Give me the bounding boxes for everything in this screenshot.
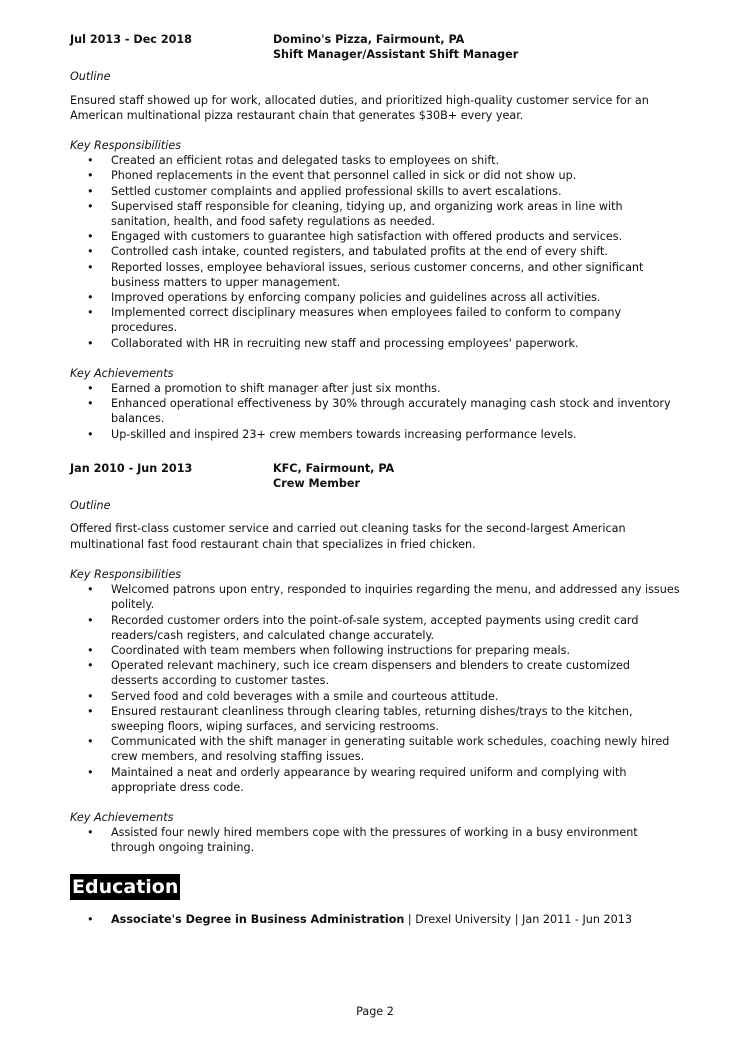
list-item: • Supervised staff responsible for cleaning, tidying up, and organizing work areas in line with sanitation, health, and food safety regulations as needed.: [70, 199, 680, 229]
achievements-list: [70, 381, 680, 442]
responsibilities-list: [70, 153, 680, 351]
responsibilities-label: Key Responsibilities: [70, 567, 182, 581]
page-number: Page 2: [356, 1005, 394, 1018]
achievements-label: Key Achievements: [70, 366, 174, 380]
list-item: • Operated relevant machinery, such ice cream dispensers and blenders to create customized desserts according to customer tastes.: [70, 658, 680, 688]
education-section: [70, 870, 680, 927]
education-heading: Education: [72, 875, 179, 898]
list-item: • Controlled cash intake, counted registers, and tabulated profits at the end of every shift.: [70, 244, 680, 259]
job-header: [70, 461, 680, 491]
achievements-label: Key Achievements: [70, 810, 174, 824]
job-title: Crew Member: [273, 477, 361, 491]
outline-label: Outline: [70, 499, 111, 513]
list-item: • Settled customer complaints and applied professional skills to avert escalations.: [70, 184, 680, 199]
list-item: • Communicated with the shift manager in generating suitable work schedules, coaching newly hired crew members, and resolving staffing issues.: [70, 734, 680, 764]
responsibilities-label: Key Responsibilities: [70, 139, 182, 153]
resume-page: [70, 32, 680, 927]
responsibilities-list: [70, 582, 680, 795]
list-item: • Earned a promotion to shift manager after just six months.: [70, 381, 680, 396]
job-header: [70, 32, 680, 62]
list-item: • Assisted four newly hired members cope with the pressures of working in a busy environment through ongoing training.: [70, 825, 680, 855]
list-item: • Maintained a neat and orderly appearance by wearing required uniform and complying with appropriate dress code.: [70, 765, 680, 795]
list-item: [70, 912, 680, 927]
job-dates: Jan 2010 - Jun 2013: [70, 461, 193, 475]
list-item: • Ensured restaurant cleanliness through clearing tables, returning dishes/trays to the kitchen, sweeping floors, wiping surfaces, and servicing restrooms.: [70, 704, 680, 734]
degree-details: | Drexel University | Jan 2011 - Jun 2013: [404, 912, 632, 926]
list-item: • Collaborated with HR in recruiting new staff and processing employees' paperwork.: [70, 336, 680, 351]
job-entry-kfc: [70, 461, 680, 856]
job-outline: Ensured staff showed up for work, allocated duties, and prioritized high-quality customer service for an American multinational pizza restaurant chain that generates $30B+ every year.: [70, 93, 649, 122]
degree-name: Associate's Degree in Business Administration: [111, 912, 405, 926]
job-title: Shift Manager/Assistant Shift Manager: [273, 48, 519, 62]
outline-label: Outline: [70, 70, 111, 84]
job-entry-dominos: [70, 32, 680, 442]
list-item: • Served food and cold beverages with a smile and courteous attitude.: [70, 689, 680, 704]
list-item: • Implemented correct disciplinary measures when employees failed to conform to company procedures.: [70, 305, 680, 335]
job-company: KFC, Fairmount, PA: [273, 461, 395, 475]
list-item: • Reported losses, employee behavioral issues, serious customer concerns, and other significant business matters to upper management.: [70, 260, 680, 290]
list-item: • Phoned replacements in the event that personnel called in sick or did not show up.: [70, 168, 680, 183]
list-item: • Enhanced operational effectiveness by 30% through accurately managing cash stock and inventory balances.: [70, 396, 680, 426]
list-item: • Created an efficient rotas and delegated tasks to employees on shift.: [70, 153, 680, 168]
list-item: • Engaged with customers to guarantee high satisfaction with offered products and services.: [70, 229, 680, 244]
achievements-list: [70, 825, 680, 855]
job-company: Domino's Pizza, Fairmount, PA: [273, 33, 465, 46]
list-item: • Coordinated with team members when following instructions for preparing meals.: [70, 643, 680, 658]
list-item: • Recorded customer orders into the point-of-sale system, accepted payments using credit card readers/cash registers, and calculated change accurately.: [70, 613, 680, 643]
education-list: [70, 912, 680, 927]
list-item: • Welcomed patrons upon entry, responded to inquiries regarding the menu, and addressed any issues politely.: [70, 582, 680, 612]
spacer: [70, 442, 680, 461]
job-dates: Jul 2013 - Dec 2018: [70, 33, 192, 46]
list-item: • Improved operations by enforcing company policies and guidelines across all activities.: [70, 290, 680, 305]
job-outline: Offered first-class customer service and carried out cleaning tasks for the second-largest American multinational fast food restaurant chain that specializes in fried chicken.: [70, 522, 626, 551]
list-item: • Up-skilled and inspired 23+ crew members towards increasing performance levels.: [70, 427, 680, 442]
